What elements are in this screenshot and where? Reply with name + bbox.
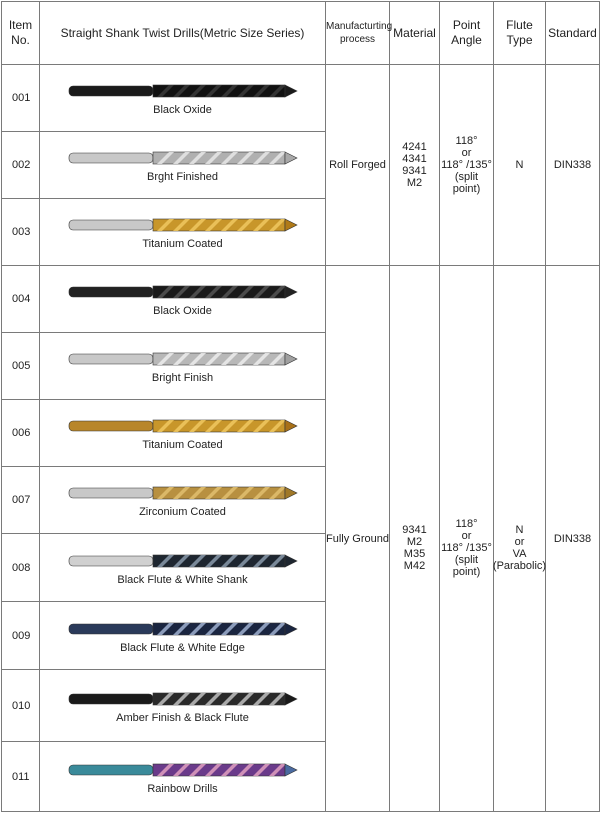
drill-tip bbox=[285, 555, 297, 567]
drill-finish-label: Black Oxide bbox=[153, 104, 212, 116]
drill-finish-label: Black Flute & White Shank bbox=[117, 573, 248, 586]
drill-cell bbox=[40, 742, 326, 812]
drill-tip bbox=[285, 623, 297, 635]
header-flute-type: Flute Type bbox=[494, 2, 546, 65]
drill-shank bbox=[69, 86, 153, 96]
material-cell bbox=[390, 266, 440, 812]
angle-value: or bbox=[461, 147, 472, 159]
material-value: 4241 bbox=[402, 141, 427, 153]
item-number: 005 bbox=[2, 333, 40, 400]
drill-shank bbox=[69, 153, 153, 163]
angle-value: 118° bbox=[455, 135, 478, 147]
drill-cell bbox=[40, 602, 326, 670]
drill-finish-label: Brght Finished bbox=[147, 171, 218, 183]
flute-value: or bbox=[514, 535, 525, 548]
item-number: 007 bbox=[2, 467, 40, 534]
angle-value: 118° /135° bbox=[441, 159, 492, 171]
drill-shank bbox=[69, 488, 153, 498]
drill-tip bbox=[285, 152, 297, 164]
angle-value: (split point) bbox=[452, 553, 481, 578]
material-cell bbox=[390, 65, 440, 266]
angle-value: 118° /135° bbox=[441, 541, 492, 554]
flute-value: VA bbox=[512, 547, 527, 560]
material-value: M2 bbox=[406, 177, 423, 189]
angle-value: or bbox=[461, 529, 472, 542]
item-number: 006 bbox=[2, 400, 40, 467]
drill-finish-label: Rainbow Drills bbox=[147, 782, 218, 795]
flute-value: (Parabolic) bbox=[492, 559, 547, 572]
drill-tip bbox=[285, 353, 297, 365]
drill-image bbox=[63, 147, 303, 169]
material-value: 9341 bbox=[402, 523, 427, 536]
drill-tip bbox=[285, 85, 297, 97]
drill-shank bbox=[69, 354, 153, 364]
drill-cell bbox=[40, 65, 326, 132]
header-material: Material bbox=[390, 2, 440, 65]
header-mfg-process: Manufacturting process bbox=[326, 2, 390, 65]
header-row bbox=[2, 2, 600, 65]
drill-finish-label: Black Flute & White Edge bbox=[120, 641, 245, 654]
angle-value: (split point) bbox=[452, 171, 481, 195]
item-number: 002 bbox=[2, 132, 40, 199]
drill-shank bbox=[69, 287, 153, 297]
drill-shank bbox=[69, 556, 153, 566]
drill-image bbox=[63, 759, 303, 781]
angle-value: 118° bbox=[455, 517, 478, 530]
drill-image bbox=[63, 415, 303, 437]
drill-tip bbox=[285, 764, 297, 776]
material-value: M42 bbox=[403, 559, 426, 572]
drill-tip bbox=[285, 286, 297, 298]
drill-shank bbox=[69, 694, 153, 704]
material-value: 9341 bbox=[402, 165, 427, 177]
drill-tip bbox=[285, 219, 297, 231]
drill-image bbox=[63, 80, 303, 102]
item-number: 001 bbox=[2, 65, 40, 132]
point-angle-cell bbox=[440, 65, 494, 266]
drill-cell bbox=[40, 534, 326, 602]
mfg-process-cell: Fully Ground bbox=[326, 266, 390, 812]
flute-type-cell bbox=[494, 266, 546, 812]
drill-cell bbox=[40, 266, 326, 333]
header-point-angle: Point Angle bbox=[440, 2, 494, 65]
flute-value: N bbox=[515, 523, 524, 536]
item-number: 009 bbox=[2, 602, 40, 670]
drill-shank bbox=[69, 421, 153, 431]
drill-image bbox=[63, 348, 303, 370]
drill-finish-label: Titanium Coated bbox=[142, 238, 223, 250]
drill-spec-table bbox=[1, 1, 600, 812]
drill-image bbox=[63, 688, 303, 710]
drill-tip bbox=[285, 693, 297, 705]
mfg-process-cell: Roll Forged bbox=[326, 65, 390, 266]
drill-image bbox=[63, 618, 303, 640]
standard-cell: DIN338 bbox=[546, 266, 600, 812]
material-value: M35 bbox=[403, 547, 426, 560]
item-number: 008 bbox=[2, 534, 40, 602]
header-product: Straight Shank Twist Drills(Metric Size Series) bbox=[40, 2, 326, 65]
drill-cell bbox=[40, 400, 326, 467]
drill-finish-label: Zirconium Coated bbox=[139, 506, 226, 518]
material-value: M2 bbox=[406, 535, 423, 548]
drill-cell bbox=[40, 199, 326, 266]
item-number: 010 bbox=[2, 670, 40, 742]
table-row bbox=[2, 65, 600, 132]
drill-cell bbox=[40, 670, 326, 742]
drill-image bbox=[63, 214, 303, 236]
drill-finish-label: Amber Finish & Black Flute bbox=[116, 711, 249, 724]
point-angle-cell bbox=[440, 266, 494, 812]
header-standard: Standard bbox=[546, 2, 600, 65]
item-number: 011 bbox=[2, 742, 40, 812]
drill-image bbox=[63, 550, 303, 572]
item-number: 003 bbox=[2, 199, 40, 266]
drill-tip bbox=[285, 487, 297, 499]
drill-cell bbox=[40, 132, 326, 199]
material-value: 4341 bbox=[402, 153, 427, 165]
drill-shank bbox=[69, 624, 153, 634]
drill-image bbox=[63, 281, 303, 303]
drill-tip bbox=[285, 420, 297, 432]
drill-finish-label: Black Oxide bbox=[153, 305, 212, 317]
table-row bbox=[2, 266, 600, 333]
drill-cell bbox=[40, 467, 326, 534]
drill-finish-label: Bright Finish bbox=[151, 372, 214, 384]
drill-image bbox=[63, 482, 303, 504]
header-item-no: Item No. bbox=[2, 2, 40, 65]
drill-shank bbox=[69, 220, 153, 230]
item-number: 004 bbox=[2, 266, 40, 333]
drill-finish-label: Titanium Coated bbox=[142, 439, 223, 451]
drill-cell bbox=[40, 333, 326, 400]
drill-shank bbox=[69, 765, 153, 775]
standard-cell: DIN338 bbox=[546, 65, 600, 266]
flute-type-cell: N bbox=[494, 65, 546, 266]
